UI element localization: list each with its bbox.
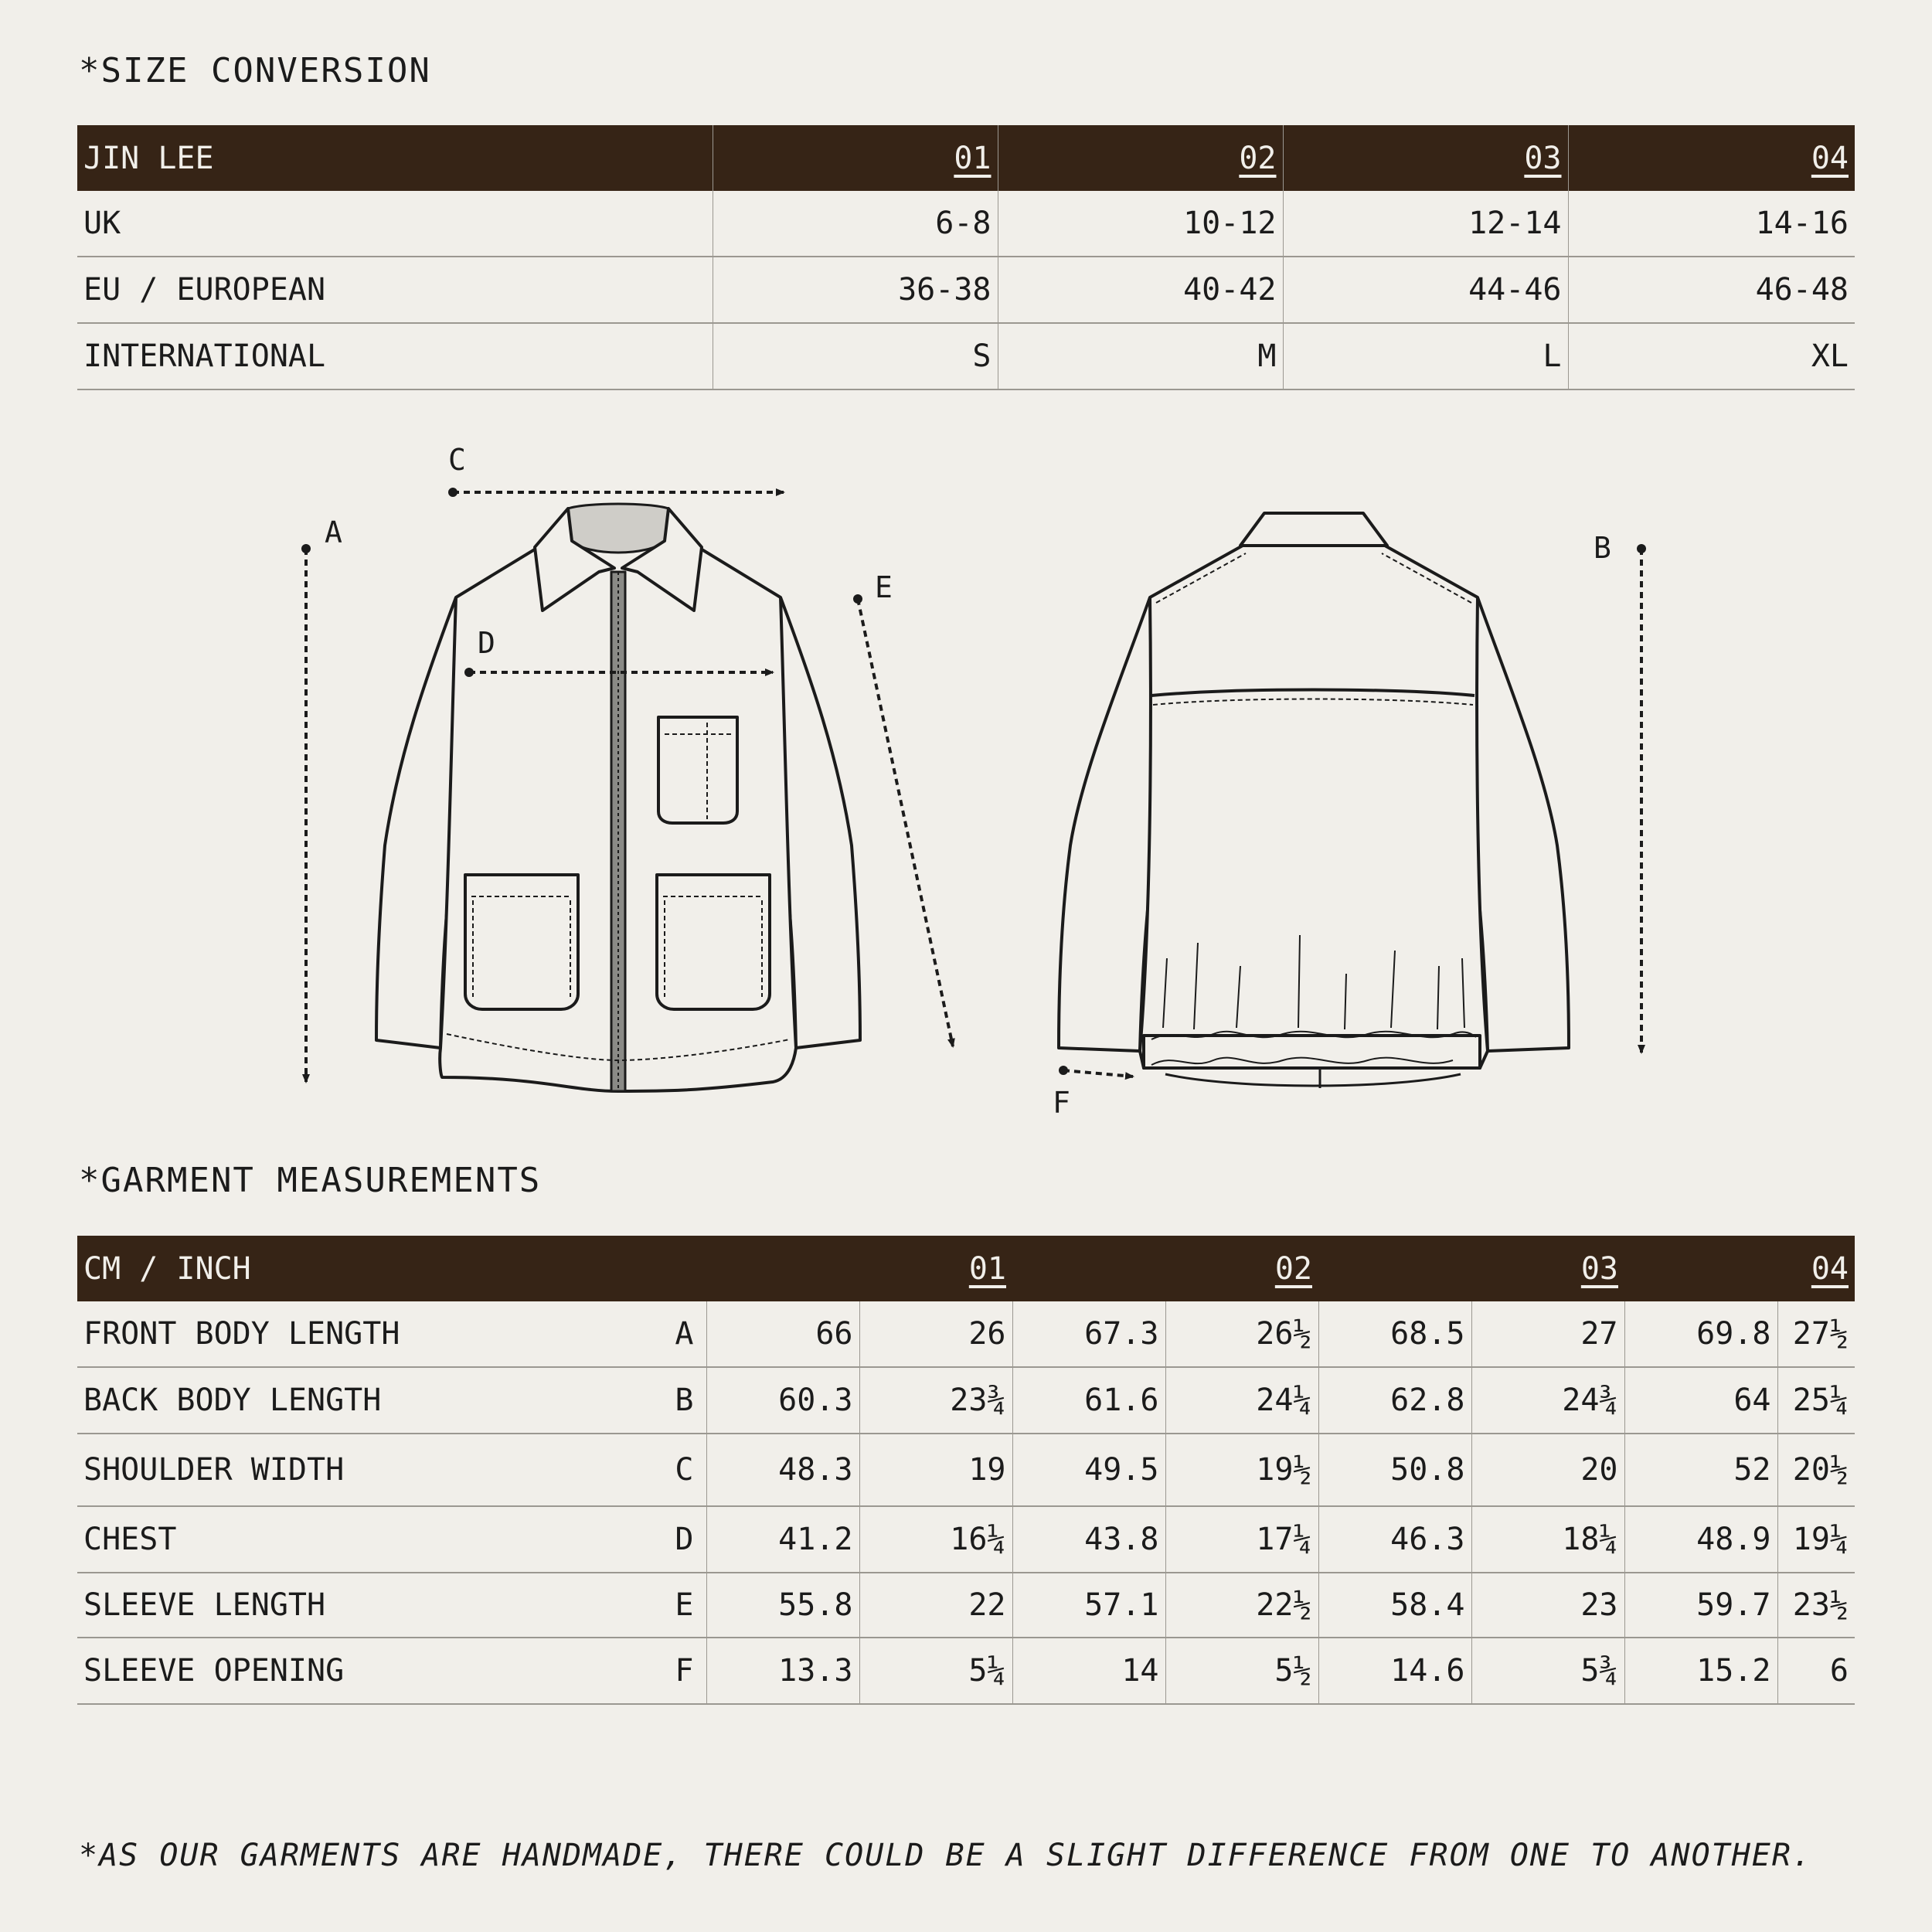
row-label: EU / EUROPEAN <box>77 257 713 323</box>
measurement-label-b: B <box>1594 531 1611 565</box>
size-link-02[interactable]: 02 <box>1239 140 1277 176</box>
garment-measurements-title: *GARMENT MEASUREMENTS <box>79 1161 542 1200</box>
handmade-footnote: *AS OUR GARMENTS ARE HANDMADE, THERE COULD BE A SLIGHT DIFFERENCE FROM ONE TO ANOTHER. <box>79 1838 1813 1873</box>
table-row <box>77 1434 1855 1506</box>
value-cm: 52 <box>1624 1434 1777 1506</box>
row-label: INTERNATIONAL <box>77 323 713 389</box>
table-row <box>77 1573 1855 1638</box>
measurement-code: D <box>629 1506 706 1573</box>
value-inch: 23 <box>1471 1573 1624 1638</box>
table-row <box>77 323 1855 389</box>
table-row <box>77 1506 1855 1573</box>
table-row <box>77 1301 1855 1367</box>
size-header-row <box>77 125 1855 191</box>
value-cm: 67.3 <box>1012 1301 1165 1367</box>
table-row <box>77 257 1855 323</box>
size-value: 44-46 <box>1283 257 1568 323</box>
value-inch: 19 <box>859 1434 1012 1506</box>
value-cm: 66 <box>706 1301 859 1367</box>
row-label: UK <box>77 191 713 257</box>
value-cm: 59.7 <box>1624 1573 1777 1638</box>
value-inch: 26½ <box>1165 1301 1318 1367</box>
value-cm: 43.8 <box>1012 1506 1165 1573</box>
measurement-header-units: CM / INCH <box>77 1236 706 1301</box>
measurement-line-e <box>858 599 953 1046</box>
measurement-name: CHEST <box>77 1506 629 1573</box>
size-conversion-title: *SIZE CONVERSION <box>79 51 431 90</box>
measurement-label-a: A <box>325 515 342 549</box>
value-cm: 15.2 <box>1624 1638 1777 1704</box>
value-inch: 27½ <box>1777 1301 1855 1367</box>
value-cm: 49.5 <box>1012 1434 1165 1506</box>
value-cm: 55.8 <box>706 1573 859 1638</box>
size-link-01[interactable]: 01 <box>954 140 992 176</box>
measurement-code: F <box>629 1638 706 1704</box>
value-inch: 23¾ <box>859 1367 1012 1434</box>
measurement-label-c: C <box>448 443 466 477</box>
table-row <box>77 191 1855 257</box>
value-cm: 50.8 <box>1318 1434 1471 1506</box>
size-link-03[interactable]: 03 <box>1524 140 1562 176</box>
measurement-label-d: D <box>478 626 495 660</box>
measurement-code: E <box>629 1573 706 1638</box>
value-cm: 60.3 <box>706 1367 859 1434</box>
table-row <box>77 1638 1855 1704</box>
measurement-name: SLEEVE OPENING <box>77 1638 629 1704</box>
value-inch: 22 <box>859 1573 1012 1638</box>
measurement-link-04[interactable]: 04 <box>1811 1250 1849 1287</box>
measurement-link-02[interactable]: 02 <box>1274 1250 1312 1287</box>
value-inch: 23½ <box>1777 1573 1855 1638</box>
value-cm: 57.1 <box>1012 1573 1165 1638</box>
measurement-name: SLEEVE LENGTH <box>77 1573 629 1638</box>
measurement-label-e: E <box>875 570 893 604</box>
value-inch: 19¼ <box>1777 1506 1855 1573</box>
measurement-code: C <box>629 1434 706 1506</box>
measurement-label-f: F <box>1053 1086 1070 1120</box>
measurement-name: FRONT BODY LENGTH <box>77 1301 629 1367</box>
value-inch: 27 <box>1471 1301 1624 1367</box>
size-value: 40-42 <box>998 257 1283 323</box>
size-value: 12-14 <box>1283 191 1568 257</box>
value-inch: 5¼ <box>859 1638 1012 1704</box>
measurement-name: BACK BODY LENGTH <box>77 1367 629 1434</box>
jacket-back-illustration <box>1059 513 1569 1088</box>
value-inch: 24¾ <box>1471 1367 1624 1434</box>
size-value: M <box>998 323 1283 389</box>
value-cm: 14.6 <box>1318 1638 1471 1704</box>
value-inch: 5½ <box>1165 1638 1318 1704</box>
value-cm: 46.3 <box>1318 1506 1471 1573</box>
size-value: 36-38 <box>713 257 998 323</box>
size-link-04[interactable]: 04 <box>1811 140 1849 176</box>
value-cm: 58.4 <box>1318 1573 1471 1638</box>
size-value: XL <box>1568 323 1855 389</box>
value-cm: 48.3 <box>706 1434 859 1506</box>
size-header-brand: JIN LEE <box>77 125 713 191</box>
value-cm: 41.2 <box>706 1506 859 1573</box>
size-value: 6-8 <box>713 191 998 257</box>
value-cm: 61.6 <box>1012 1367 1165 1434</box>
value-inch: 20 <box>1471 1434 1624 1506</box>
value-cm: 14 <box>1012 1638 1165 1704</box>
value-inch: 26 <box>859 1301 1012 1367</box>
value-cm: 69.8 <box>1624 1301 1777 1367</box>
size-value: S <box>713 323 998 389</box>
measurement-code: B <box>629 1367 706 1434</box>
value-inch: 18¼ <box>1471 1506 1624 1573</box>
garment-diagram <box>0 417 1932 1128</box>
value-cm: 68.5 <box>1318 1301 1471 1367</box>
value-inch: 20½ <box>1777 1434 1855 1506</box>
jacket-front-illustration <box>376 504 860 1091</box>
garment-measurements-table <box>77 1236 1855 1705</box>
size-conversion-table <box>77 125 1855 390</box>
value-inch: 17¼ <box>1165 1506 1318 1573</box>
value-inch: 6 <box>1777 1638 1855 1704</box>
table-row <box>77 1367 1855 1434</box>
value-inch: 19½ <box>1165 1434 1318 1506</box>
measurement-name: SHOULDER WIDTH <box>77 1434 629 1506</box>
measurement-link-01[interactable]: 01 <box>968 1250 1006 1287</box>
value-cm: 64 <box>1624 1367 1777 1434</box>
size-value: 46-48 <box>1568 257 1855 323</box>
measurement-header-row <box>77 1236 1855 1301</box>
value-inch: 16¼ <box>859 1506 1012 1573</box>
value-inch: 5¾ <box>1471 1638 1624 1704</box>
value-cm: 13.3 <box>706 1638 859 1704</box>
size-value: 10-12 <box>998 191 1283 257</box>
value-cm: 62.8 <box>1318 1367 1471 1434</box>
measurement-line-f <box>1063 1070 1133 1077</box>
value-inch: 22½ <box>1165 1573 1318 1638</box>
value-inch: 25¼ <box>1777 1367 1855 1434</box>
value-inch: 24¼ <box>1165 1367 1318 1434</box>
measurement-code: A <box>629 1301 706 1367</box>
size-value: L <box>1283 323 1568 389</box>
measurement-link-03[interactable]: 03 <box>1580 1250 1618 1287</box>
size-value: 14-16 <box>1568 191 1855 257</box>
value-cm: 48.9 <box>1624 1506 1777 1573</box>
